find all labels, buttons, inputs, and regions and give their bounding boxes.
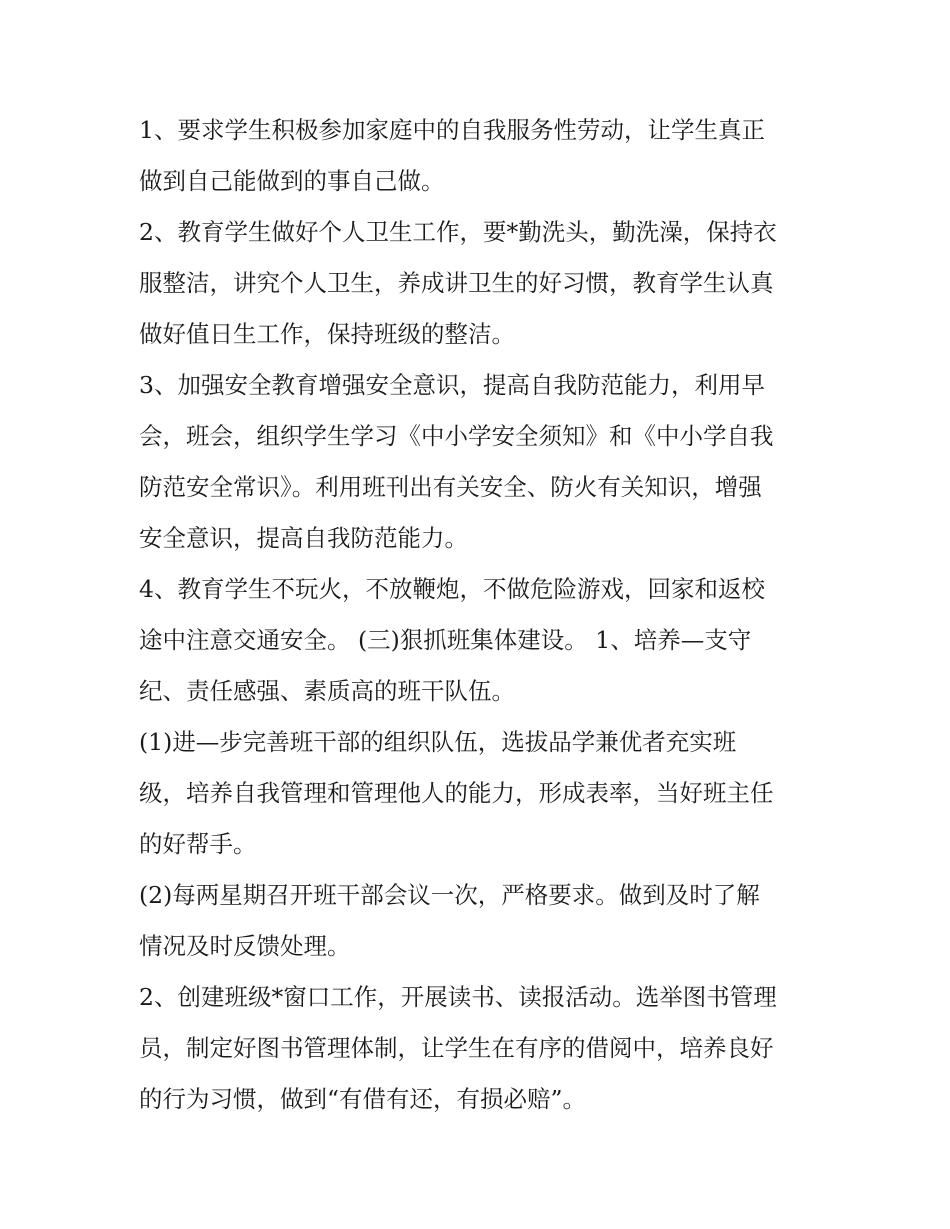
- text-line: 途中注意交通安全。 (三)狠抓班集体建设。 1、培养—支守: [139, 626, 752, 654]
- text-line: 安全意识，提高自我防范能力。: [139, 524, 468, 552]
- paragraph-6: [139, 870, 819, 972]
- text-line: 防范安全常识》。利用班刊出有关安全、防火有关知识，增强: [139, 473, 762, 501]
- text-line: (2)每两星期召开班干部会议一次，严格要求。做到及时了解: [139, 881, 760, 909]
- text-line: 情况及时反馈处理。: [139, 932, 351, 960]
- text-line: 服整洁，讲究个人卫生，养成讲卫生的好习惯，教育学生认真: [139, 269, 774, 297]
- paragraph-7: [139, 972, 819, 1125]
- text-line: 的行为习惯，做到“有借有还，有损必赔”。: [139, 1085, 587, 1113]
- text-line: 做到自己能做到的事自己做。: [139, 167, 445, 195]
- text-line: 1、要求学生积极参加家庭中的自我服务性劳动，让学生真正: [139, 116, 765, 144]
- document-body: [139, 105, 819, 1125]
- text-line: 4、教育学生不玩火，不放鞭炮，不做危险游戏，回家和返校: [139, 575, 765, 603]
- paragraph-2: [139, 207, 819, 360]
- text-line: 的好帮手。: [139, 830, 257, 858]
- text-line: 2、创建班级*窗口工作，开展读书、读报活动。选举图书管理: [139, 983, 777, 1011]
- paragraph-3: [139, 360, 819, 564]
- paragraph-4: [139, 564, 819, 717]
- paragraph-1: [139, 105, 819, 207]
- text-line: 级，培养自我管理和管理他人的能力，形成表率，当好班主任: [139, 779, 774, 807]
- paragraph-5: [139, 717, 819, 870]
- text-line: (1)进—步完善班干部的组织队伍，选拔品学兼优者充实班: [139, 728, 737, 756]
- text-line: 纪、责任感强、素质高的班干队伍。: [139, 677, 515, 705]
- text-line: 2、教育学生做好个人卫生工作，要*勤洗头，勤洗澡，保持衣: [139, 218, 777, 246]
- text-line: 做好值日生工作，保持班级的整洁。: [139, 320, 515, 348]
- text-line: 员，制定好图书管理体制，让学生在有序的借阅中，培养良好: [139, 1034, 774, 1062]
- text-line: 3、加强安全教育增强安全意识，提高自我防范能力，利用早: [139, 371, 765, 399]
- text-line: 会，班会，组织学生学习《中小学安全须知》和《中小学自我: [139, 422, 774, 450]
